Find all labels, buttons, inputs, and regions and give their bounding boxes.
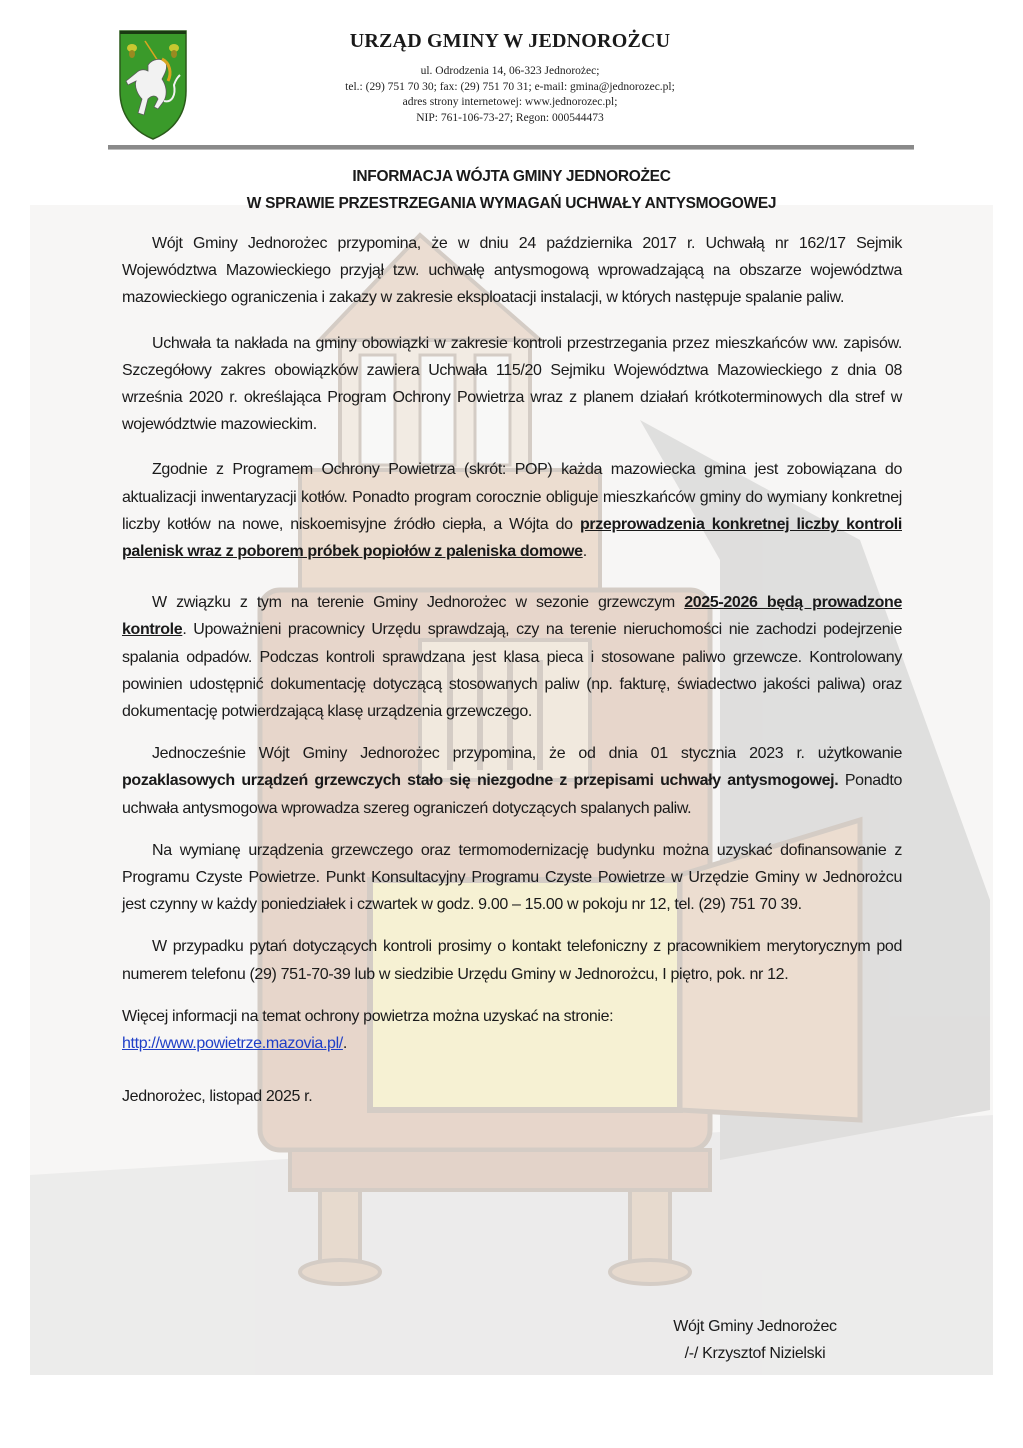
organization-website: adres strony internetowej: www.jednorozec.pl; bbox=[402, 96, 618, 108]
air-quality-website-link[interactable]: http://www.powietrze.mazovia.pl/ bbox=[122, 1035, 343, 1053]
paragraph-contact-info: W przypadku pytań dotyczących kontroli prosimy o kontakt telefoniczny z pracownikiem merytorycznym pod numerem telefonu (29) 751-70-39 lub w siedzibie Urzędu Gminy w Jednorożcu, I piętro, pok. nr 12. bbox=[122, 938, 902, 983]
emphasized-season-text: 2025-2026 będą prowadzone kontrole bbox=[122, 594, 903, 639]
document-title-line-2: W SPRAWIE PRZESTRZEGANIA WYMAGAŃ UCHWAŁY ANTYSMOGOWEJ bbox=[246, 195, 777, 212]
paragraph-text: . bbox=[582, 543, 587, 561]
paragraph-text: Ponadto uchwała antysmogowa wprowadza szereg ograniczeń dotyczących spalanych paliw. bbox=[122, 772, 902, 817]
link-trailing-period: . bbox=[342, 1035, 348, 1053]
paragraph-municipal-duties: Uchwała ta nakłada na gminy obowiązki w zakresie kontroli przestrzegania przez mieszkańców ww. zapisów. Szczegółowy zakres obowiązków zawiera Uchwała 115/20 Sejmiku Województwa Mazowieckiego z dnia 08 września 2020 r. określająca Program Ochrony Powietrza wraz z planem działań krótkoterminowych dla stref w województwie mazowieckim. bbox=[122, 334, 902, 434]
more-info-text: Więcej informacji na temat ochrony powietrza można uzyskać na stronie: bbox=[122, 1007, 614, 1025]
signature-name: /-/ Krzysztof Nizielski bbox=[684, 1345, 826, 1362]
place-and-date: Jednorożec, listopad 2025 r. bbox=[122, 1088, 313, 1106]
paragraph-text: . Upoważnieni pracownicy Urzędu sprawdzają, czy na terenie nieruchomości nie zachodzi podejrzenie spalania odpadów. Podczas kontroli sprawdzana jest klasa pieca i stosowane paliwo grzewcze. Kontrolowany powinien udostępnić dokumentację dotyczącą stosowanych paliw (np. fakturę, świadectwo jakości paliwa) oraz dokumentację potwierdzającą klasę urządzenia grzewczego. bbox=[122, 621, 902, 721]
organization-phone-fax-email: tel.: (29) 751 70 30; fax: (29) 751 70 31; e-mail: gmina@jednorozec.pl; bbox=[345, 80, 675, 93]
paragraph-text: Jednocześnie Wójt Gminy Jednorożec przypomina, że od dnia 01 stycznia 2023 r. użytkowanie bbox=[152, 745, 902, 763]
paragraph-text: Zgodnie z Programem Ochrony Powietrza (skrót: POP) każda mazowiecka gmina jest zobowiązana do aktualizacji inwentaryzacji kotłów. Ponadto program corocznie obliguje mieszkańców gminy do wymiany konkretnej liczby kotłów na nowe, niskoemisyjne źródło ciepła, a Wójta do bbox=[122, 461, 902, 533]
unicorn-coat-of-arms-icon bbox=[118, 29, 188, 141]
header-separator bbox=[108, 145, 914, 150]
more-info-link-line bbox=[122, 1030, 902, 1057]
paragraph-non-class-devices bbox=[122, 740, 902, 822]
emphasized-inspections-text: przeprowadzenia konkretnej liczby kontroli palenisk wraz z poborem próbek popiołów z paleniska domowe bbox=[122, 515, 902, 561]
emphasized-prohibition-text: pozaklasowych urządzeń grzewczych stało się niezgodne z przepisami uchwały antysmogowej. bbox=[122, 772, 839, 790]
paragraph-inspections-season bbox=[122, 589, 902, 725]
signature-role: Wójt Gminy Jednorożec bbox=[673, 1318, 837, 1335]
organization-address: ul. Odrodzenia 14, 06-323 Jednorożec; bbox=[420, 65, 600, 77]
organization-contact-block bbox=[230, 64, 790, 126]
paragraph-resolution-intro: Wójt Gminy Jednorożec przypomina, że w dniu 24 października 2017 r. Uchwałą nr 162/17 Sejmik Województwa Mazowieckiego przyjął tzw. uchwałę antysmogową wprowadzającą na obszarze województwa mazowieckiego ograniczenia i zakazy w zakresie eksploatacji instalacji, w których następuje spalanie paliw. bbox=[122, 235, 902, 307]
paragraph-clean-air-program: Na wymianę urządzenia grzewczego oraz termomodernizację budynku można uzyskać dofinansowanie z Programu Czyste Powietrze. Punkt Konsultacyjny Programu Czyste Powietrze w Urzędzie Gminy w Jednorożcu jest czynny w każdy poniedziałek i czwartek w godz. 9.00 – 15.00 w pokoju nr 12, tel. (29) 751 70 39. bbox=[122, 841, 902, 914]
document-title-line-1: INFORMACJA WÓJTA GMINY JEDNOROŻEC bbox=[352, 168, 671, 185]
organization-tax-ids: NIP: 761-106-73-27; Regon: 000544473 bbox=[416, 111, 604, 124]
paragraph-text: W związku z tym na terenie Gminy Jednorożec w sezonie grzewczym bbox=[152, 594, 685, 612]
document-title bbox=[110, 163, 913, 217]
organization-name: URZĄD GMINY W JEDNOROŻCU bbox=[349, 30, 671, 52]
document-body bbox=[122, 230, 902, 1110]
signature-block bbox=[640, 1313, 870, 1367]
paragraph-air-protection-program bbox=[122, 456, 902, 565]
